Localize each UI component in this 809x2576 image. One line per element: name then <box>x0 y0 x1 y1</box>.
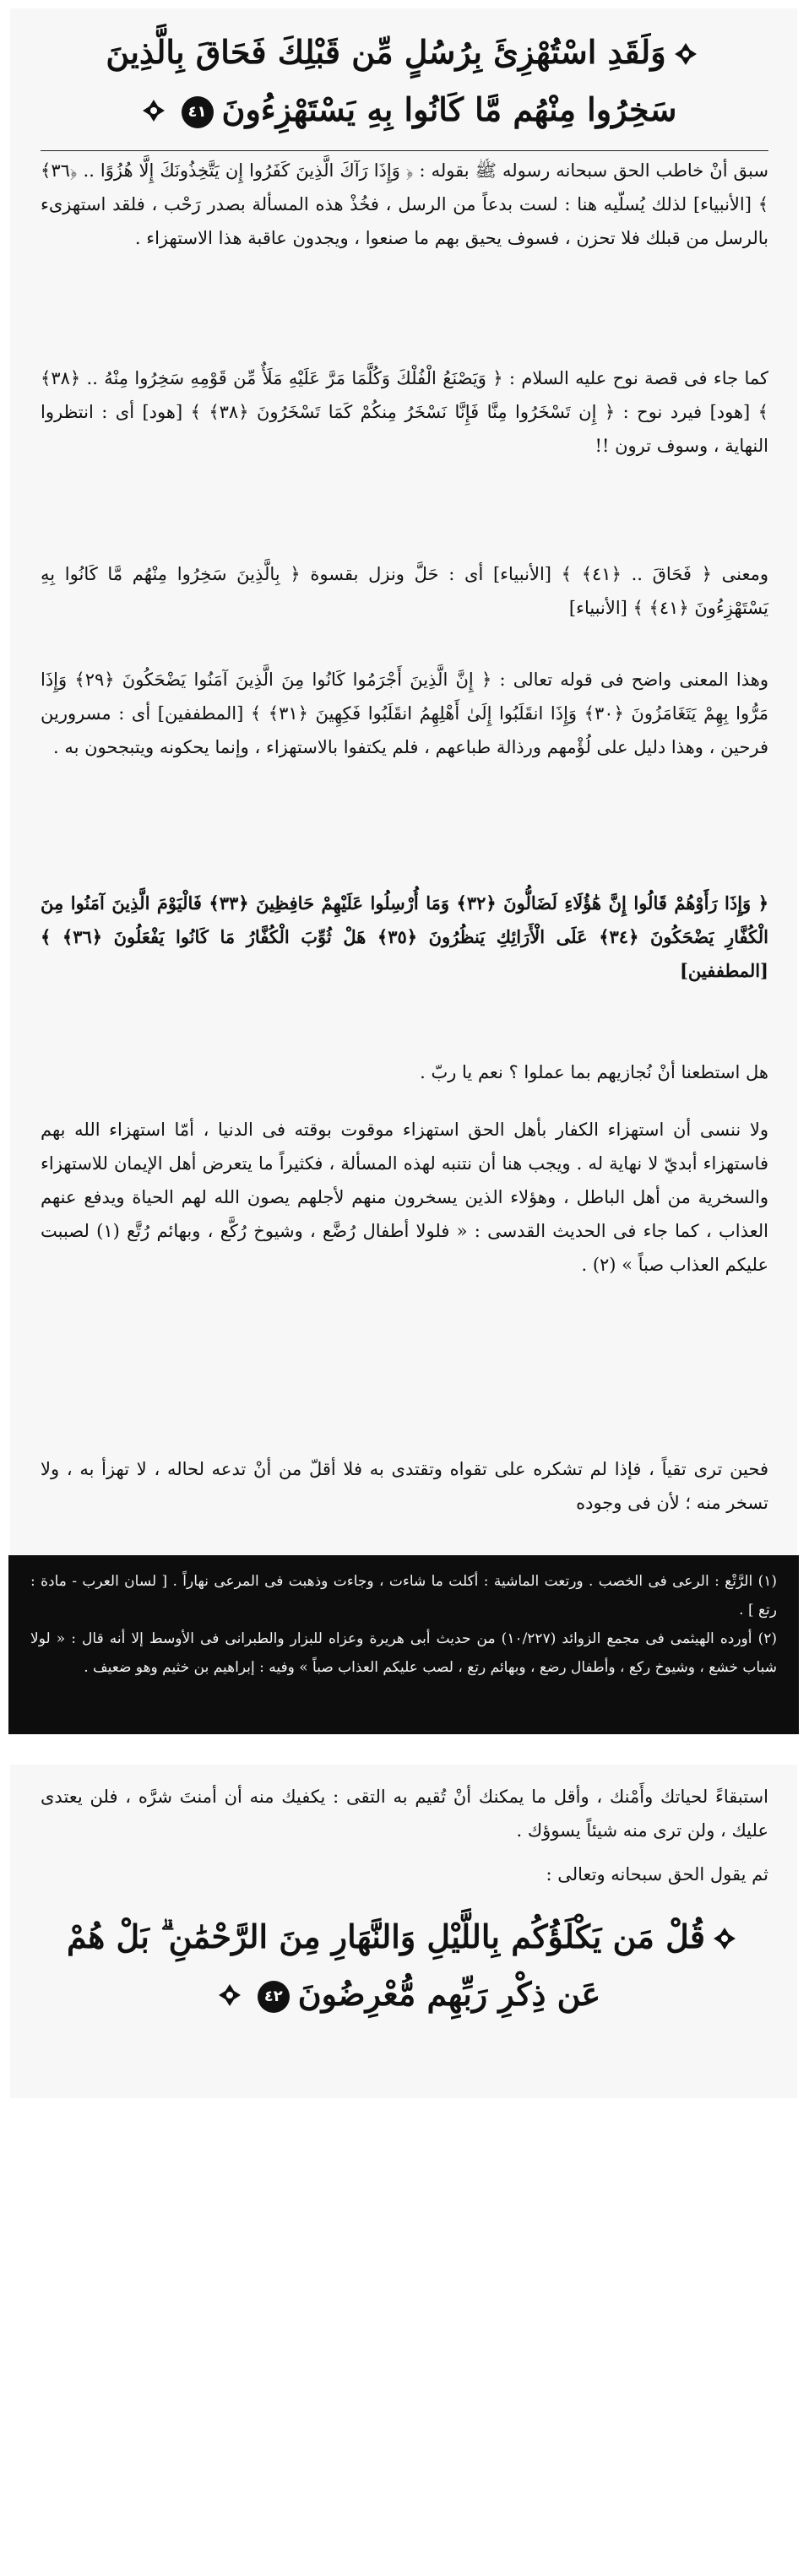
ornament-icon <box>141 85 166 139</box>
verse-number-badge: ٤١ <box>182 96 214 128</box>
verse-text: سَخِرُوا مِنْهُم مَّا كَانُوا بِهِ يَسْتَهْزِءُونَ <box>221 89 677 128</box>
footnote-item: (١) الرَّتْع : الرعى فى الخصب . ورتعت الماشية : أكلت ما شاءت ، وجاءت وذهبت فى المرعى نهاراً . [ لسان العرب - مادة : رتع ] . <box>30 1573 777 1619</box>
ornament-icon <box>673 29 698 83</box>
quran-quote-paragraph: ﴿ وَإِذَا رَأَوْهُمْ قَالُوا إِنَّ هَٰؤُلَاءِ لَضَالُّونَ ﴿٣٢﴾ وَمَا أُرْسِلُوا عَلَيْهِمْ حَافِظِينَ ﴿٣٣﴾ فَالْيَوْمَ الَّذِينَ آمَنُوا مِنَ الْكُفَّارِ يَضْحَكُونَ ﴿٣٤﴾ عَلَى الْأَرَائِكِ يَنظُرُونَ ﴿٣٥﴾ هَلْ ثُوِّبَ الْكُفَّارُ مَا كَانُوا يَفْعَلُونَ ﴿٣٦﴾ ﴾ [المطففين] <box>41 892 768 981</box>
verse-text: قُلْ مَن يَكْلَؤُكُم بِاللَّيْلِ وَالنَّهَارِ مِنَ الرَّحْمَٰنِ ۗ بَلْ هُمْ <box>66 1917 706 1955</box>
verse-line <box>34 25 777 83</box>
commentary-paragraph: ثم يقول الحق سبحانه وتعالى : <box>546 1864 768 1885</box>
verse-number-badge: ٤٢ <box>258 1981 290 2013</box>
verse-text: وَلَقَدِ اسْتُهْزِئَ بِرُسُلٍ مِّن قَبْلِكَ فَحَاقَ بِالَّذِينَ <box>106 33 666 71</box>
divider <box>41 150 768 151</box>
footnotes-block <box>8 1555 799 1734</box>
verse-heading-top <box>34 25 777 139</box>
ornament-icon <box>217 1970 242 2024</box>
verse-line <box>34 83 777 140</box>
commentary-paragraph: استبقاءً لحياتك وأَمْنك ، وأقل ما يمكنك أنْ تُقيم به التقى : يكفيك منه أن أمنتَ شرَّه ، فلن يعتدى عليك ، ولن ترى منه شيئاً يسوؤك . <box>41 1787 768 1841</box>
commentary-paragraph: فحين ترى تقياً ، فإذا لم تشكره على تقواه وتقتدى به فلا أقلّ من أنْ تدعه لحاله ، لا تهزأ به ، ولا تسخر منه ؛ لأن فى وجوده <box>41 1459 768 1513</box>
commentary-paragraph: ومعنى ﴿ فَحَاقَ .. ﴿٤١﴾ ﴾ [الأنبياء] أى : حَلَّ ونزل بقسوة ﴿ بِالَّذِينَ سَخِرُوا مِنْهُم مَّا كَانُوا بِهِ يَسْتَهْزِءُونَ ﴿٤١﴾ ﴾ [الأنبياء] <box>41 564 768 618</box>
commentary-paragraph: ولا ننسى أن استهزاء الكفار بأهل الحق استهزاء موقوت بوقته فى الدنيا ، أمّا استهزاء الله بهم فاستهزاء أبديّ لا نهاية له . ويجب هنا أن نتنبه لهذه المسألة ، فكثيراً ما يتعرض أهل الإيمان للاستهزاء والسخرية من أهل الباطل ، وهؤلاء الذين يسخرون منهم لأجلهم يصون الله لهم الحياة ويدفع عنهم العذاب ، كما جاء فى الحديث القدسى : « فلولا أطفال رُضَّع ، وشيوخ رُكَّع ، وبهائم رُتَّع (١) لصببت عليكم العذاب صباً » (٢) . <box>41 1120 768 1275</box>
commentary-paragraph: كما جاء فى قصة نوح عليه السلام : ﴿ وَيَصْنَعُ الْفُلْكَ وَكُلَّمَا مَرَّ عَلَيْهِ مَلَأٌ مِّن قَوْمِهِ سَخِرُوا مِنْهُ .. ﴿٣٨﴾ ﴾ [هود] فيرد نوح : ﴿ إِن تَسْخَرُوا مِنَّا فَإِنَّا نَسْخَرُ مِنكُمْ كَمَا تَسْخَرُونَ ﴿٣٨﴾ ﴾ [هود] أى : انتظروا النهاية ، وسوف ترون !! <box>41 368 768 456</box>
commentary-paragraph: هل استطعنا أنْ نُجازيهم بما عملوا ؟ نعم يا ربّ . <box>420 1062 768 1082</box>
commentary-paragraph: سبق أنْ خاطب الحق سبحانه رسوله ﷺ بقوله : ﴿ وَإِذَا رَآكَ الَّذِينَ كَفَرُوا إِن يَتَّخِذُونَكَ إِلَّا هُزُوًا .. ﴿٣٦﴾ ﴾ [الأنبياء] لذلك يُسلّيه هنا : لست بدعاً من الرسل ، فخُذْ هذه المسألة بصدر رَحْب ، فلقد استهزىء بالرسل من قبلك فلا تحزن ، فسوف يحيق بهم ما صنعوا ، ويجدون عاقبة هذا الاستهزاء . <box>41 160 768 248</box>
verse-line <box>34 1910 777 1967</box>
verse-line <box>34 1967 777 2025</box>
verse-heading-bottom <box>34 1910 777 2024</box>
verse-text: عَن ذِكْرِ رَبِّهِم مُّعْرِضُونَ <box>297 1974 601 2013</box>
ornament-icon <box>712 1913 737 1967</box>
commentary-paragraph: وهذا المعنى واضح فى قوله تعالى : ﴿ إِنَّ الَّذِينَ أَجْرَمُوا كَانُوا مِنَ الَّذِينَ آمَنُوا يَضْحَكُونَ ﴿٢٩﴾ وَإِذَا مَرُّوا بِهِمْ يَتَغَامَزُونَ ﴿٣٠﴾ وَإِذَا انقَلَبُوا إِلَىٰ أَهْلِهِمُ انقَلَبُوا فَكِهِينَ ﴿٣١﴾ ﴾ [المطففين] أى : مسرورين فرحين ، وهذا دليل على لُؤْمهم ورذالة طباعهم ، فلم يكتفوا بالاستهزاء ، وإنما يحكونه ويتبجحون به . <box>41 670 768 757</box>
footnote-item: (٢) أورده الهيثمى فى مجمع الزوائد (١٠/٢٢٧) من حديث أبى هريرة وعزاه للبزار والطبرانى فى الأوسط إلا أنه قال : « لولا شباب خشع ، وشيوخ ركع ، وأطفال رضع ، وبهائم رتع ، لصب عليكم العذاب صباً » وفيه : إبراهيم بن خثيم وهو ضعيف . <box>30 1630 777 1676</box>
